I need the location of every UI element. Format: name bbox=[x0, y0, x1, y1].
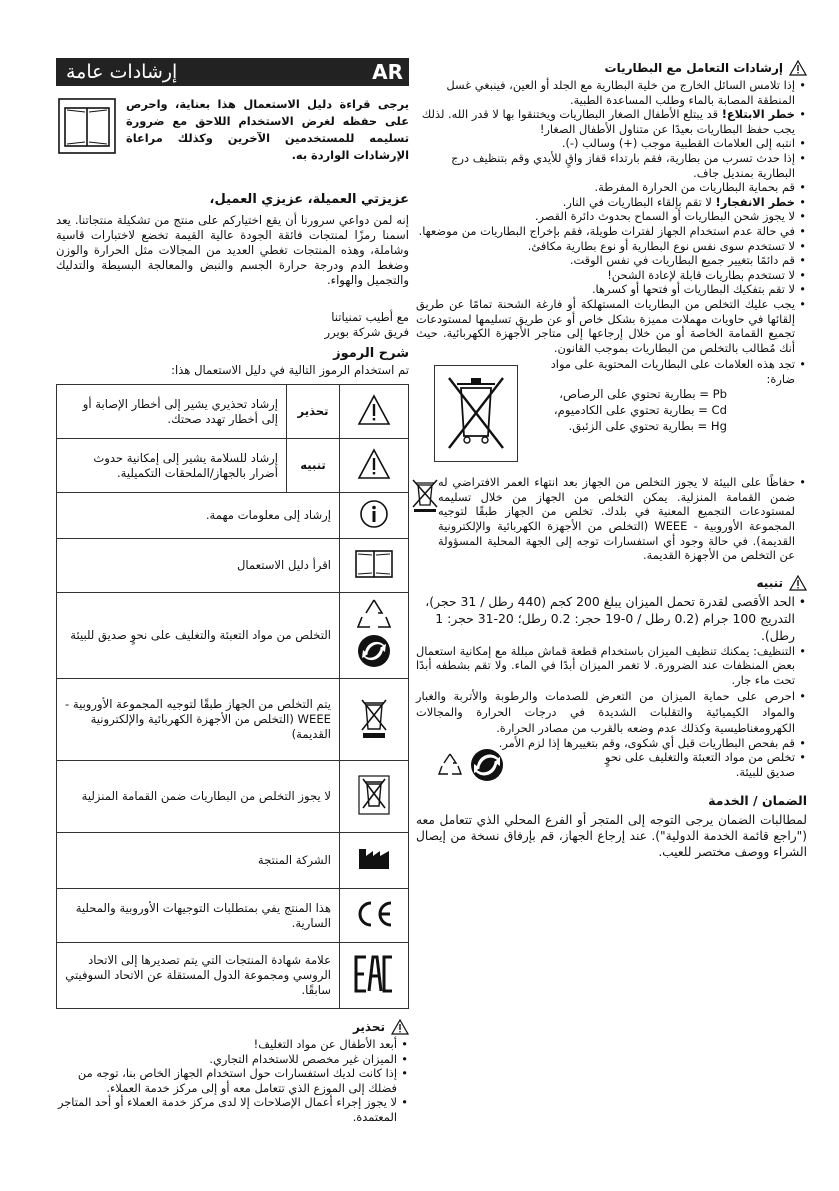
chem-text: = بطارية تحتوي على الزئبق. bbox=[568, 419, 711, 434]
list-item: • الحد الأقصى لقدرة تحمل الميزان يبلغ 200 كجم (440 رطل / 31 حجر)، التدريج 100 جرام (0.2 رطل / 0-19 حجر: 0.2 رطل؛ 20-31 حجر: 1 رطل). bbox=[416, 593, 795, 644]
chem-text: = بطارية تحتوي على الكادميوم، bbox=[553, 403, 712, 418]
weee-bin-icon bbox=[340, 679, 409, 761]
book-icon bbox=[340, 539, 409, 593]
symbols-intro: تم استخدام الرموز التالية في دليل الاستعمال هذا: bbox=[171, 363, 409, 377]
intro-block bbox=[56, 96, 409, 164]
list-item: • لا يجوز شحن البطاريات أو السماح بحدوث دائرة القصر. bbox=[416, 209, 795, 224]
greeting-body: إنه لمن دواعي سرورنا أن يقع اختياركم على منتج من تشكيلة منتجاتنا. يعد اسمنا رمزًا لمنتجات فائقة الجودة عالية القيمة تخضع لاختبارات قاسية وشاملة، وهذه المنتجات تغطي العديد من المجالات مثل الحرارة والوزن وضغط الدم ودرجة حرارة الجسم والنبض والمعالجة البسيطة والتدليك والتجميل والهواء. bbox=[56, 213, 409, 287]
book-icon bbox=[56, 96, 116, 164]
chem-item bbox=[539, 418, 727, 434]
recycle-icon bbox=[340, 593, 409, 679]
list-item: • إذا تلامس السائل الخارج من خلية البطارية مع الجلد أو العين، فينبغي غسل المنطقة المصابة بالماء وطلب المساعدة الطبية. bbox=[416, 78, 795, 107]
guarantee-heading: الضمان / الخدمة bbox=[708, 793, 807, 809]
chem-symbol: Cd bbox=[711, 403, 727, 418]
warning-triangle-icon bbox=[391, 1019, 409, 1035]
symbol-text: اقرأ دليل الاستعمال bbox=[57, 539, 340, 593]
battery-bin-icon bbox=[434, 365, 518, 462]
symbol-row bbox=[57, 493, 409, 539]
symbol-row bbox=[57, 385, 409, 439]
symbol-text: لا يجوز التخلص من البطاريات ضمن القمامة المنزلية bbox=[57, 761, 340, 833]
eac-mark-icon bbox=[340, 943, 409, 1009]
caution-list bbox=[416, 593, 807, 750]
info-icon bbox=[340, 493, 409, 539]
list-item: • أبعد الأطفال عن مواد التغليف! bbox=[56, 1037, 397, 1052]
symbol-text: إرشاد إلى معلومات مهمة. bbox=[57, 493, 340, 539]
list-item: • قم بفحص البطاريات قبل أي شكوى، وقم بتغييرها إذا لزم الأمر. bbox=[416, 736, 795, 751]
right-column bbox=[416, 60, 807, 860]
chem-item bbox=[539, 386, 727, 402]
warning-heading-text: تحذير bbox=[352, 1020, 385, 1034]
hazard-text bbox=[539, 357, 807, 434]
green-dot-icon bbox=[470, 748, 504, 782]
disposal-list bbox=[416, 475, 807, 563]
symbols-table bbox=[56, 384, 409, 1009]
greeting-wish: مع أطيب تمنياتنا bbox=[331, 310, 409, 324]
list-item: • تخلص من مواد التعبئة والتغليف على نحوٍ صديق للبيئة. bbox=[596, 750, 795, 779]
disposal-block bbox=[416, 475, 807, 563]
list-item: • انتبه إلى العلامات القطبية موجب (+) وسالب (-). bbox=[416, 136, 795, 151]
warning-triangle-icon bbox=[340, 385, 409, 439]
caution-heading bbox=[416, 575, 807, 591]
symbol-row bbox=[57, 761, 409, 833]
symbol-label: تحذير bbox=[287, 385, 340, 439]
battery-heading-text: إرشادات التعامل مع البطاريات bbox=[604, 61, 783, 75]
list-item-text: قد يبتلع الأطفال الصغار البطاريات ويختنقوا بها لا قدر الله. لذلك يجب حفظ البطاريات بعيدًا عن متناول الأطفال الصغار! bbox=[421, 107, 795, 136]
manufacturer-icon bbox=[340, 833, 409, 889]
symbol-text: التخلص من مواد التعبئة والتغليف على نحوٍ صديق للبيئة bbox=[57, 593, 340, 679]
intro-text: يرجى قراءة دليل الاستعمال هذا بعناية، واحرص على حفظه لغرض الاستخدام اللاحق مع ضرورة تسليمه للمستخدمين الآخرين وكذلك مراعاة الإرشادات الواردة به. bbox=[126, 97, 409, 162]
symbol-text: إرشاد تحذيري يشير إلى أخطار الإصابة أو إلى أخطار تهدد صحتك. bbox=[57, 385, 287, 439]
section-title: إرشادات عامة bbox=[66, 61, 178, 83]
greeting-team: فريق شركة بويرر bbox=[324, 325, 409, 339]
battery-bin-icon bbox=[340, 761, 409, 833]
list-item bbox=[416, 107, 795, 136]
symbol-row bbox=[57, 593, 409, 679]
chem-text: = بطارية تحتوي على الرصاص، bbox=[559, 387, 713, 402]
battery-list bbox=[416, 78, 807, 355]
list-item: • احرص على حماية الميزان من التعرض للصدمات والرطوبة والأتربة والغبار والمواد الكيميائية والتقلبات الشديدة في درجات الحرارة والمجالات الكهرومغناطيسية وكذلك عدم وضعه بالقرب من مصادر الحرارة. bbox=[416, 688, 795, 736]
symbol-text: الشركة المنتجة bbox=[57, 833, 340, 889]
recycle-icon bbox=[436, 751, 464, 779]
list-item-bold: خطر الابتلاع! bbox=[721, 107, 795, 122]
list-item: • في حالة عدم استخدام الجهاز لفترات طويلة، فقم بإخراج البطاريات من موضعها. bbox=[416, 224, 795, 239]
symbol-text: هذا المنتج يفي بمتطلبات التوجيهات الأوروبية والمحلية السارية. bbox=[57, 889, 340, 943]
weee-bin-icon bbox=[410, 477, 440, 517]
symbols-heading: شرح الرموز bbox=[333, 346, 409, 361]
list-item: • لا تستخدم سوى نفس نوع البطارية أو نوع بطارية مكافئ. bbox=[416, 239, 795, 254]
list-item-bold: خطر الانفجار! bbox=[715, 194, 795, 209]
warning-triangle-icon bbox=[789, 575, 807, 591]
recycle-block bbox=[416, 750, 807, 779]
list-item: • لا تقم بتفكيك البطاريات أو فتحها أو كسرها. bbox=[416, 282, 795, 297]
list-item: • لا يجوز إجراء أعمال الإصلاحات إلا لدى مركز خدمة العملاء أو أحد المتاجر المعتمدة. bbox=[56, 1095, 397, 1124]
list-item: • لا تستخدم بطاريات قابلة لإعادة الشحن! bbox=[416, 268, 795, 283]
symbol-row bbox=[57, 889, 409, 943]
symbol-label: تنبيه bbox=[287, 439, 340, 493]
warning-list bbox=[56, 1037, 409, 1125]
list-item: • تجد هذه العلامات على البطاريات المحتوية على مواد ضارة: bbox=[539, 357, 795, 386]
warning-heading bbox=[56, 1019, 409, 1035]
symbol-row bbox=[57, 679, 409, 761]
chem-item bbox=[539, 402, 727, 418]
symbol-row bbox=[57, 833, 409, 889]
caution-heading-text: تنبيه bbox=[756, 575, 783, 590]
symbol-row bbox=[57, 439, 409, 493]
chem-symbol: Pb bbox=[712, 387, 727, 402]
language-bar bbox=[56, 58, 409, 86]
hazard-block bbox=[416, 357, 807, 475]
list-item: • قم بحماية البطاريات من الحرارة المفرطة. bbox=[416, 180, 795, 195]
list-item bbox=[416, 195, 795, 210]
left-column bbox=[56, 58, 409, 1125]
recycle-icons bbox=[436, 748, 504, 782]
list-item: • قم دائمًا بتغيير جميع البطاريات في نفس الوقت. bbox=[416, 253, 795, 268]
list-item: • يجب عليك التخلص من البطاريات المستهلكة أو فارغة الشحنة تمامًا عن طريق إلقائها في حاويات مهملات مميزة بشكل خاص أو عن طريق تسليمها لمستودعات تجميع القمامة الخاصة أو من خلال إرجاعها إلى متاجر الأجهزة الكهربائية. حيث أنك مُطالب بالتخلص من البطاريات بموجب القانون. bbox=[416, 297, 795, 355]
chem-symbol: Hg bbox=[710, 419, 727, 434]
warning-triangle-icon bbox=[340, 439, 409, 493]
symbol-text: علامة شهادة المنتجات التي يتم تصديرها إلى الاتحاد الروسي ومجموعة الدول المستقلة عن الاتحاد السوفيتي سابقًا. bbox=[57, 943, 340, 1009]
warning-triangle-icon bbox=[789, 60, 807, 76]
list-item: • التنظيف: يمكنك تنظيف الميزان باستخدام قطعة قماش مبللة مع إمكانية استعمال بعض المنظفات عند الضرورة. لا تغمر الميزان أبدًا في الماء. ولا تقم بشطفه أبدًا تحت ماء جار. bbox=[416, 644, 795, 688]
list-item: • إذا كانت لديك استفسارات حول استخدام الجهاز الخاص بنا، توجه من فضلك إلى الموزع الذي تتعامل معه أو إلى مركز خدمة العملاء. bbox=[56, 1066, 397, 1095]
list-item: • الميزان غير مخصص للاستخدام التجاري. bbox=[56, 1052, 397, 1067]
battery-heading bbox=[416, 60, 807, 76]
symbol-row bbox=[57, 943, 409, 1009]
language-code: AR bbox=[372, 60, 403, 84]
symbol-text: إرشاد للسلامة يشير إلى إمكانية حدوث أضرار بالجهاز/الملحقات التكميلية. bbox=[57, 439, 287, 493]
list-item: • حفاظًا على البيئة لا يجوز التخلص من الجهاز بعد انتهاء العمر الافتراضي له ضمن القمامة المنزلية. يمكن التخلص من الجهاز من خلال تسليمه لمستودعات التجميع المعنية في بلدك. تخلص من الجهاز طبقًا لتوجيه المجموعة الأوروبية - WEEE (التخلص من الأجهزة الكهربائية والإلكترونية القديمة). في حالة وجود أي استفسارات توجه إلى الجهة المحلية المسؤولة عن التخلص من الأجهزة القديمة. bbox=[438, 475, 795, 563]
chem-list bbox=[539, 386, 807, 434]
symbol-row bbox=[57, 539, 409, 593]
ce-mark-icon bbox=[340, 889, 409, 943]
list-item-text: لا تقم بإلقاء البطاريات في النار. bbox=[562, 194, 716, 209]
list-item: • إذا حدث تسرب من بطارية، فقم بارتداء قفاز واقٍ للأيدي وقم بتنظيف درج البطارية بمنديل جاف. bbox=[416, 151, 795, 180]
guarantee-body: لمطالبات الضمان يرجى التوجه إلى المتجر أو الفرع المحلي الذي تتعامل معه ("راجع قائمة الخدمة الدولية"). عند إرجاع الجهاز، قم بإرفاق نسخة من إيصال الشراء ووصف مختصر للعيب. bbox=[416, 813, 807, 860]
symbol-text: يتم التخلص من الجهاز طبقًا لتوجيه المجموعة الأوروبية - WEEE (التخلص من الأجهزة الكهربائية والإلكترونية القديمة) bbox=[57, 679, 340, 761]
greeting-heading: عزيزتي العميلة، عزيزي العميل، bbox=[209, 192, 409, 207]
